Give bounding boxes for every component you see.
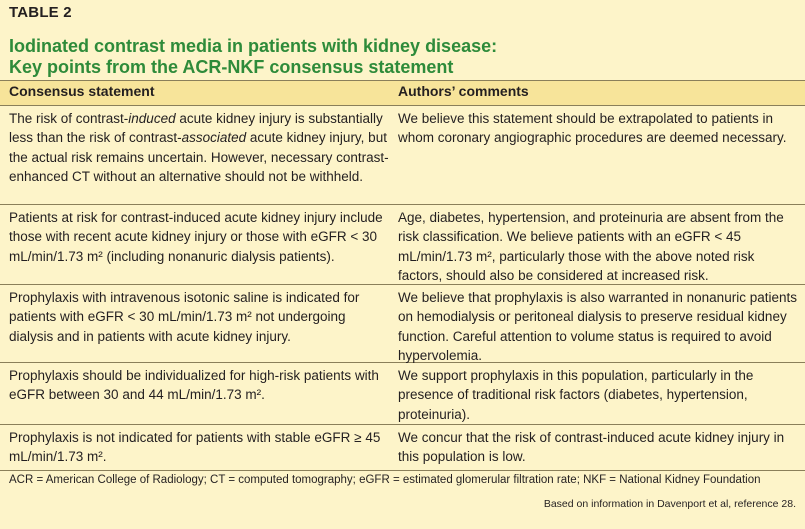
table-title bbox=[9, 36, 497, 78]
consensus-statement-cell: The risk of contrast-induced acute kidney injury is substantially less than the risk of contrast-associated acute kidney injury, but the actual risk remains uncertain. However, necessary contrast-enhanced CT without an alternative should not be withheld. bbox=[9, 111, 389, 185]
consensus-statement-cell: Prophylaxis is not indicated for patients with stable eGFR ≥ 45 mL/min/1.73 m². bbox=[9, 430, 381, 465]
source-note: Based on information in Davenport et al, reference 28. bbox=[543, 498, 796, 510]
table-row bbox=[0, 425, 805, 471]
header-authors-comments: Authors’ comments bbox=[398, 83, 529, 99]
authors-comment-cell: We support prophylaxis in this population, particularly in the presence of traditional risk factors (diabetes, hypertension, proteinuria). bbox=[398, 368, 754, 422]
title-line-1: Iodinated contrast media in patients with kidney disease: bbox=[9, 36, 498, 56]
abbreviations-footnote: ACR = American College of Radiology; CT = computed tomography; eGFR = estimated glomerular filtration rate; NKF = National Kidney Foundation bbox=[9, 474, 761, 486]
table-body bbox=[0, 106, 805, 471]
header-consensus-statement: Consensus statement bbox=[9, 83, 155, 99]
consensus-statement-cell: Prophylaxis with intravenous isotonic saline is indicated for patients with eGFR < 30 mL/min/1.73 m² not undergoing dialysis and in patients with acute kidney injury. bbox=[9, 290, 360, 344]
title-line-2: Key points from the ACR-NKF consensus statement bbox=[9, 57, 454, 77]
table-row bbox=[0, 363, 805, 425]
table-label: TABLE 2 bbox=[9, 4, 72, 21]
consensus-statement-cell: Prophylaxis should be individualized for high-risk patients with eGFR between 30 and 44 mL/min/1.73 m². bbox=[9, 368, 379, 403]
authors-comment-cell: We believe this statement should be extrapolated to patients in whom coronary angiographic procedures are deemed necessary. bbox=[398, 111, 787, 146]
table-row bbox=[0, 106, 805, 205]
authors-comment-cell: We believe that prophylaxis is also warranted in nonanuric patients on hemodialysis or peritoneal dialysis to preserve residual kidney function. Careful attention to volume status is required to avoid hypervolemia. bbox=[398, 290, 797, 364]
authors-comment-cell: We concur that the risk of contrast-induced acute kidney injury in this population is low. bbox=[398, 430, 785, 465]
table-row bbox=[0, 285, 805, 363]
consensus-statement-cell: Patients at risk for contrast-induced acute kidney injury include those with recent acute kidney injury or those with eGFR < 30 mL/min/1.73 m² (including nonanuric dialysis patients). bbox=[9, 210, 383, 264]
authors-comment-cell: Age, diabetes, hypertension, and proteinuria are absent from the risk classification. We believe patients with an eGFR < 45 mL/min/1.73 m², particularly those with the above noted risk factors, should also be considered at increased risk. bbox=[398, 210, 784, 284]
table-row bbox=[0, 205, 805, 285]
